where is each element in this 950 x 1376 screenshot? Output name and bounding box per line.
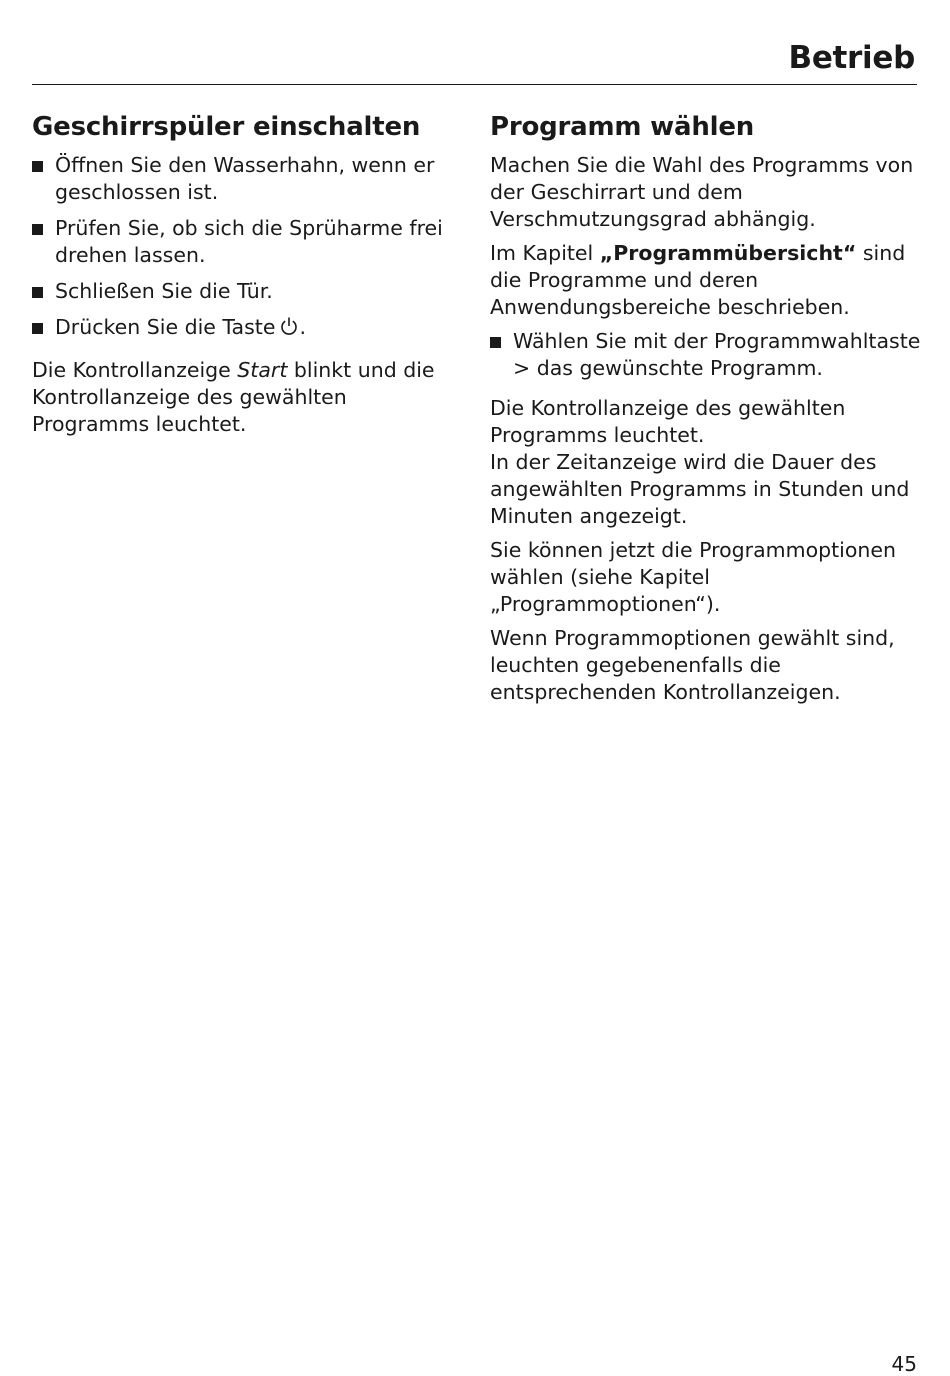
result-text: blinkt und die Kontrollanzeige des gewählten Programms leuchtet. <box>32 358 435 436</box>
list-item <box>32 152 464 206</box>
square-bullet-icon <box>32 224 43 235</box>
switch-on-result <box>32 357 464 438</box>
step-text: Schließen Sie die Tür. <box>55 279 273 303</box>
square-bullet-icon <box>32 323 43 334</box>
section-select-program <box>490 111 922 713</box>
page-number: 45 <box>891 1352 917 1376</box>
heading-select-program: Programm wählen <box>490 112 755 142</box>
intro-paragraph: Machen Sie die Wahl des Programms von der Geschirrart und dem Verschmutzungsgrad abhängig. <box>490 153 914 231</box>
chevron-right-icon: > <box>513 356 531 380</box>
options-lights-paragraph: Wenn Programmoptionen gewählt sind, leuchten gegebenenfalls die entsprechenden Kontrollanzeigen. <box>490 626 895 704</box>
switch-on-steps <box>32 152 464 344</box>
list-item <box>32 278 464 305</box>
power-icon <box>279 316 299 344</box>
square-bullet-icon <box>32 161 43 172</box>
step-text: das gewünschte Programm. <box>530 356 823 380</box>
section-title: Betrieb <box>788 40 915 76</box>
list-item <box>32 314 464 344</box>
square-bullet-icon <box>32 287 43 298</box>
result-text: Die Kontrollanzeige <box>32 358 238 382</box>
chapter-ref-title: „Programmübersicht“ <box>599 241 857 265</box>
step-text: Prüfen Sie, ob sich die Sprüharme frei drehen lassen. <box>55 216 443 267</box>
step-end: . <box>299 315 306 339</box>
heading-switch-on: Geschirrspüler einschalten <box>32 112 421 142</box>
section-switch-on <box>32 111 464 445</box>
step-text: Wählen Sie mit der Programmwahltaste <box>513 329 921 353</box>
result-paragraph-2: In der Zeitanzeige wird die Dauer des angewählten Programms in Stunden und Minuten angezeigt. <box>490 450 910 528</box>
list-item <box>490 328 922 382</box>
list-item <box>32 215 464 269</box>
page-header <box>32 36 917 85</box>
start-indicator-label: Start <box>237 358 288 382</box>
result-paragraph-1: Die Kontrollanzeige des gewählten Programms leuchtet. <box>490 396 846 447</box>
options-paragraph: Sie können jetzt die Programmoptionen wählen (siehe Kapitel „Programmoptionen“). <box>490 538 897 616</box>
step-text: Drücken Sie die Taste <box>55 315 276 339</box>
select-program-steps <box>490 328 922 382</box>
chapter-ref-text: Im Kapitel <box>490 241 600 265</box>
chapter-ref-text: sind die Programme und deren Anwendungsbereiche beschrieben. <box>490 241 906 319</box>
chapter-reference-paragraph <box>490 240 922 321</box>
square-bullet-icon <box>490 337 501 348</box>
step-text: Öffnen Sie den Wasserhahn, wenn er geschlossen ist. <box>55 153 435 204</box>
